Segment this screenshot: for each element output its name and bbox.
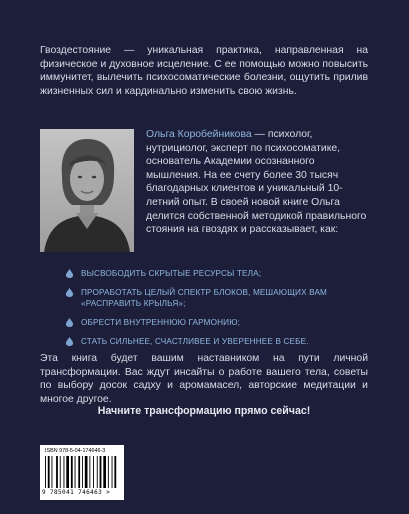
list-item-text: ОБРЕСТИ ВНУТРЕННЮЮ ГАРМОНИЮ;	[81, 318, 241, 327]
isbn-label: ISBN 978-5-04-174646-3	[45, 448, 106, 454]
list-item-text: СТАТЬ СИЛЬНЕЕ, СЧАСТЛИВЕЕ И УВЕРЕННЕЕ В СЕБЕ.	[81, 337, 309, 346]
list-item-text: ПРОРАБОТАТЬ ЦЕЛЫЙ СПЕКТР БЛОКОВ, МЕШАЮЩИХ ВАМ «РАСПРАВИТЬ КРЫЛЬЯ»;	[81, 288, 328, 308]
list-item-text: ВЫСВОБОДИТЬ СКРЫТЫЕ РЕСУРСЫ ТЕЛА;	[81, 269, 262, 278]
bullet-drop-icon	[65, 269, 74, 278]
bullet-drop-icon	[65, 318, 74, 327]
author-bio	[146, 128, 368, 237]
barcode-digits: 9 785041 746463 >	[42, 489, 111, 496]
barcode	[40, 445, 124, 500]
outro-paragraph: Эта книга будет вашим наставником на пути личной трансформации. Вас ждут инсайты о работе вашего тела, советы по выбору досок садху и аромамасел, авторские медитации и многое другое.	[40, 353, 368, 405]
list-item	[65, 268, 365, 279]
bullet-drop-icon	[65, 288, 74, 297]
list-item	[65, 287, 365, 309]
author-photo	[40, 129, 134, 252]
bullet-drop-icon	[65, 337, 74, 346]
author-bio-text: — психолог, нутрициолог, эксперт по психосоматике, основатель Академии осознанного мышления. На ее счету более 30 тысяч благодарных клиентов и уникальный 10-летний опыт. В своей новой книге Ольга делится собственной методикой правильного стояния на гвоздях и рассказывает, как:	[146, 129, 367, 236]
author-name: Ольга Коробейникова	[146, 129, 252, 140]
barcode-bars	[45, 456, 119, 488]
benefits-list	[65, 268, 365, 355]
intro-paragraph: Гвоздестояние — уникальная практика, направленная на физическое и духовное исцеление. С ее помощью можно повысить иммунитет, вылечить психосоматические болезни, ощутить прилив жизненных сил и кардинально изменить свою жизнь.	[40, 45, 368, 97]
list-item	[65, 336, 365, 347]
list-item	[65, 317, 365, 328]
call-to-action: Начните трансформацию прямо сейчас!	[97, 405, 311, 417]
